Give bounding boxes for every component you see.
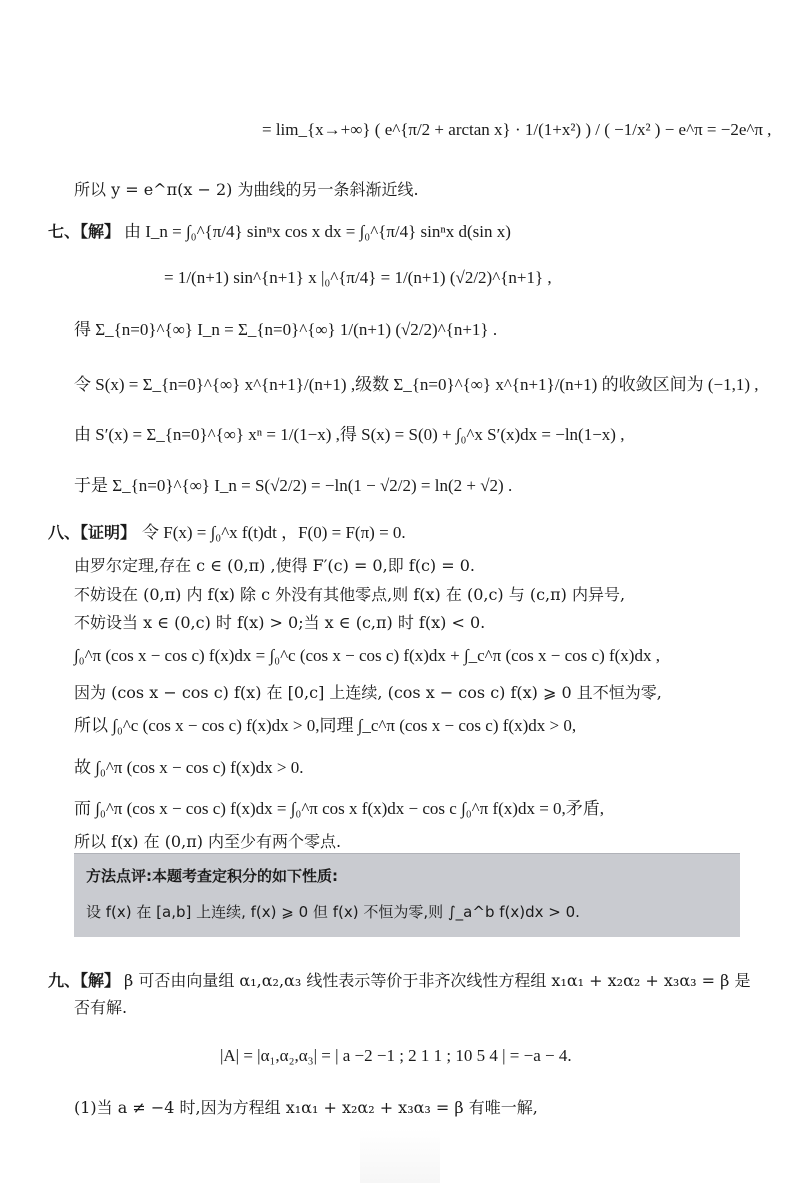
section-7-line-3: 得 Σ_{n=0}^{∞} I_n = Σ_{n=0}^{∞} 1/(n+1) (√2/2)^{n+1} . — [74, 320, 498, 339]
section-9-line-3: (1)当 a ≠ −4 时,因为方程组 x₁α₁ + x₂α₂ + x₃α₃ = β 有唯一解, — [74, 1098, 538, 1117]
section-8-label: 八、【证明】 — [48, 523, 137, 542]
section-9-line-2: 否有解. — [74, 998, 128, 1017]
section-9-label: 九、【解】 — [48, 971, 121, 990]
determinant-line: |A| = |α₁,α₂,α₃| = | a −2 −1 ; 2 1 1 ; 10 5 4 | = −a − 4. — [220, 1046, 572, 1065]
section-8-line-8: 故 ∫₀^π (cos x − cos c) f(x)dx > 0. — [74, 758, 304, 777]
section-8-line-3: 不妨设在 (0,π) 内 f(x) 除 c 外没有其他零点,则 f(x) 在 (0,c) 与 (c,π) 内异号, — [74, 585, 626, 604]
section-8-line-1: 令 F(x) = ∫₀^x f(t)dt ，F(0) = F(π) = 0. — [142, 523, 406, 542]
method-comment-box — [74, 853, 740, 937]
section-8-line-10: 所以 f(x) 在 (0,π) 内至少有两个零点. — [74, 832, 342, 851]
section-7-line-1: 由 I_n = ∫₀^{π/4} sinⁿx cos x dx = ∫₀^{π/4} sinⁿx d(sin x) — [124, 222, 511, 241]
method-comment-body: 设 f(x) 在 [a,b] 上连续, f(x) ⩾ 0 但 f(x) 不恒为零,则 ∫_a^b f(x)dx > 0. — [86, 903, 580, 921]
scan-shadow — [360, 1128, 440, 1183]
section-8-line-2: 由罗尔定理,存在 c ∈ (0,π) ,使得 F′(c) = 0,即 f(c) = 0. — [74, 556, 475, 575]
section-8-line-5: ∫₀^π (cos x − cos c) f(x)dx = ∫₀^c (cos x − cos c) f(x)dx + ∫_c^π (cos x − cos c) f(x)dx , — [74, 646, 660, 665]
section-7-line-4: 令 S(x) = Σ_{n=0}^{∞} x^{n+1}/(n+1) ,级数 Σ_{n=0}^{∞} x^{n+1}/(n+1) 的收敛区间为 (−1,1) , — [74, 375, 759, 394]
section-8-line-6: 因为 (cos x − cos c) f(x) 在 [0,c] 上连续, (cos x − cos c) f(x) ⩾ 0 且不恒为零, — [74, 683, 662, 702]
method-comment-title: 方法点评:本题考查定积分的如下性质: — [86, 867, 338, 885]
section-7-line-6: 于是 Σ_{n=0}^{∞} I_n = S(√2/2) = −ln(1 − √2/2) = ln(2 + √2) . — [74, 476, 513, 495]
section-8-line-7: 所以 ∫₀^c (cos x − cos c) f(x)dx > 0,同理 ∫_c^π (cos x − cos c) f(x)dx > 0, — [74, 716, 577, 735]
section-9-line-1: β 可否由向量组 α₁,α₂,α₃ 线性表示等价于非齐次线性方程组 x₁α₁ + x₂α₂ + x₃α₃ = β 是 — [124, 971, 751, 990]
limit-line: = lim_{x→+∞} ( e^{π/2 + arctan x} · 1/(1+x²) ) / ( −1/x² ) − e^π = −2e^π , — [262, 120, 772, 139]
section-8-line-4: 不妨设当 x ∈ (0,c) 时 f(x) > 0;当 x ∈ (c,π) 时 f(x) < 0. — [74, 613, 486, 632]
section-7-line-5: 由 S′(x) = Σ_{n=0}^{∞} xⁿ = 1/(1−x) ,得 S(x) = S(0) + ∫₀^x S′(x)dx = −ln(1−x) , — [74, 425, 625, 444]
section-8-line-9: 而 ∫₀^π (cos x − cos c) f(x)dx = ∫₀^π cos x f(x)dx − cos c ∫₀^π f(x)dx = 0,矛盾, — [74, 799, 605, 818]
section-7-line-2: = 1/(n+1) sin^{n+1} x |₀^{π/4} = 1/(n+1) (√2/2)^{n+1} , — [164, 268, 552, 287]
asymptote-conclusion: 所以 y = e^π(x − 2) 为曲线的另一条斜渐近线. — [74, 180, 419, 199]
section-7-label: 七、【解】 — [48, 222, 121, 241]
